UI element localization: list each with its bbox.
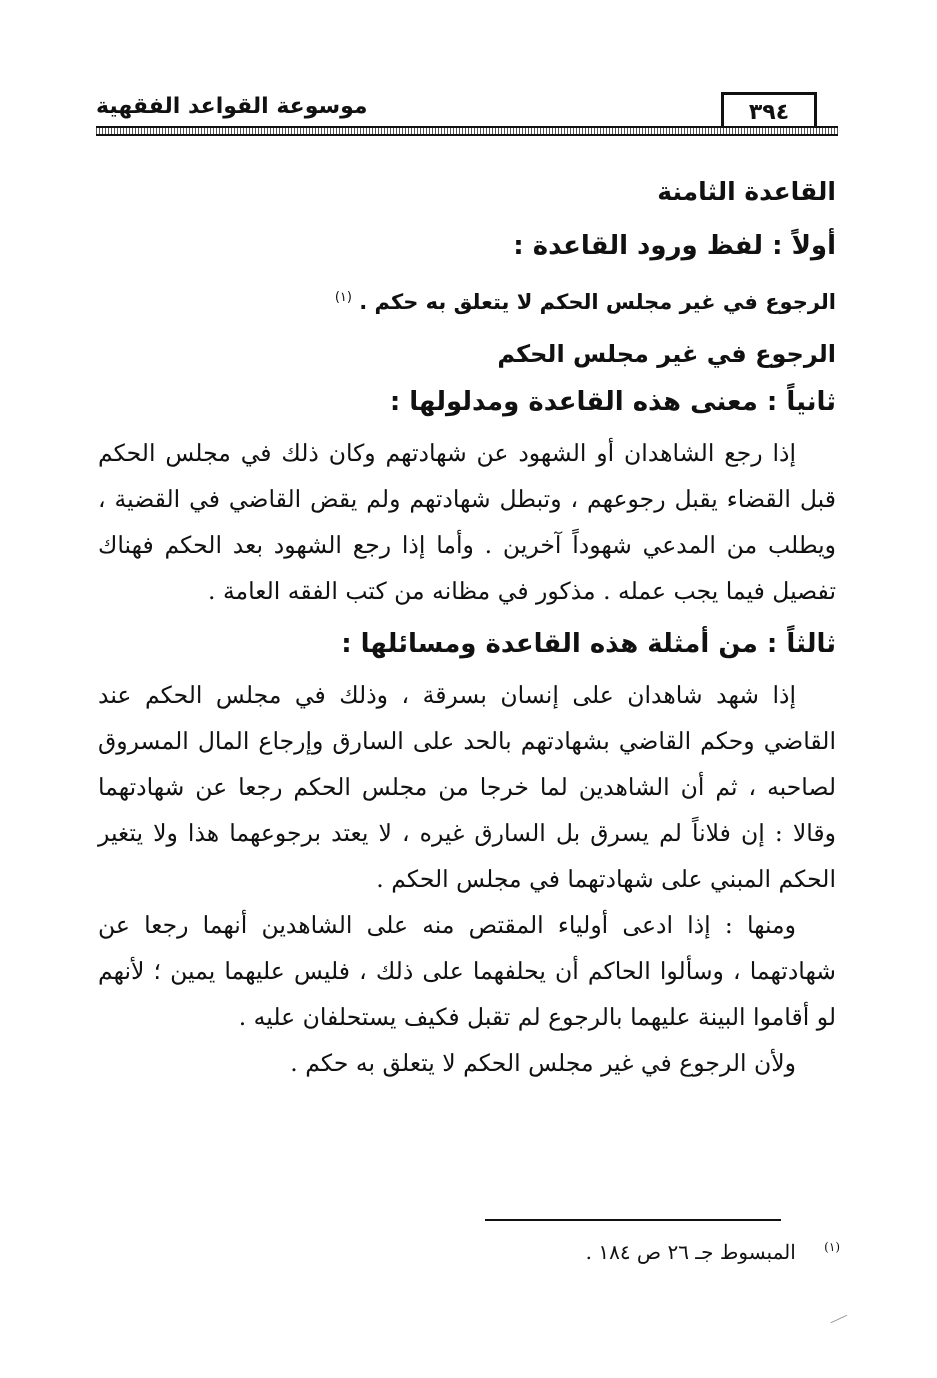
footnote-text: المبسوط جـ ٢٦ ص ١٨٤ . bbox=[585, 1240, 796, 1264]
example-paragraph-3: ولأن الرجوع في غير مجلس الحكم لا يتعلق به حكم . bbox=[290, 1049, 796, 1077]
section2-heading: ثانياً : معنى هذه القاعدة ومدلولها : bbox=[389, 387, 836, 417]
section2-paragraph: إذا رجع الشاهدان أو الشهود عن شهادتهم وكان ذلك في مجلس الحكم قبل القضاء يقبل رجوعهم ، وتبطل شهادتهم ولم يقض القاضي في القضية ، ويطلب من المدعي شهوداً آخرين . وأما إذا رجع الشهود بعد الحكم فهناك تفصيل فيما يجب عمله . مذكور في مظانه من كتب الفقه العامة . bbox=[98, 439, 836, 605]
page-body bbox=[98, 170, 836, 1086]
page-number: ٣٩٤ bbox=[721, 92, 817, 129]
footnote-ref: (١) bbox=[334, 290, 352, 305]
section1-heading: أولاً : لفظ ورود القاعدة : bbox=[513, 231, 836, 261]
section3-heading: ثالثاً : من أمثلة هذه القاعدة ومسائلها : bbox=[341, 629, 836, 659]
book-title: موسوعة القواعد الفقهية bbox=[96, 94, 368, 119]
scan-mark bbox=[831, 1315, 852, 1333]
footnote bbox=[560, 1240, 840, 1264]
rule-short-heading: الرجوع في غير مجلس الحكم bbox=[497, 340, 836, 368]
page-header bbox=[96, 92, 838, 142]
example-paragraph-2: ومنها : إذا ادعى أولياء المقتص منه على الشاهدين أنهما رجعا عن شهادتهما ، وسألوا الحاكم أن يحلفهما على ذلك ، فليس عليهما يمين ؛ لأنهم لو أقاموا البينة عليهما بالرجوع لم تقبل فكيف يستحلفان عليه . bbox=[98, 911, 836, 1031]
footnote-marker: (١) bbox=[824, 1240, 840, 1255]
rule-title: القاعدة الثامنة bbox=[657, 177, 836, 206]
footnote-separator bbox=[485, 1219, 781, 1221]
example-paragraph-1: إذا شهد شاهدان على إنسان بسرقة ، وذلك في مجلس الحكم عند القاضي وحكم القاضي بشهادتهم بالحد على السارق وإرجاع المال المسروق لصاحبه ، ثم أن الشاهدين لما خرجا من مجلس الحكم رجعا عن شهادتهما وقالا : إن فلاناً لم يسرق بل السارق غيره ، لا يعتد برجوعهما هذا ولا يتغير الحكم المبني على شهادتهما في مجلس الحكم . bbox=[98, 681, 836, 893]
rule-statement-text: الرجوع في غير مجلس الحكم لا يتعلق به حكم . bbox=[359, 290, 836, 314]
header-rule bbox=[96, 126, 838, 136]
rule-statement bbox=[98, 274, 836, 330]
